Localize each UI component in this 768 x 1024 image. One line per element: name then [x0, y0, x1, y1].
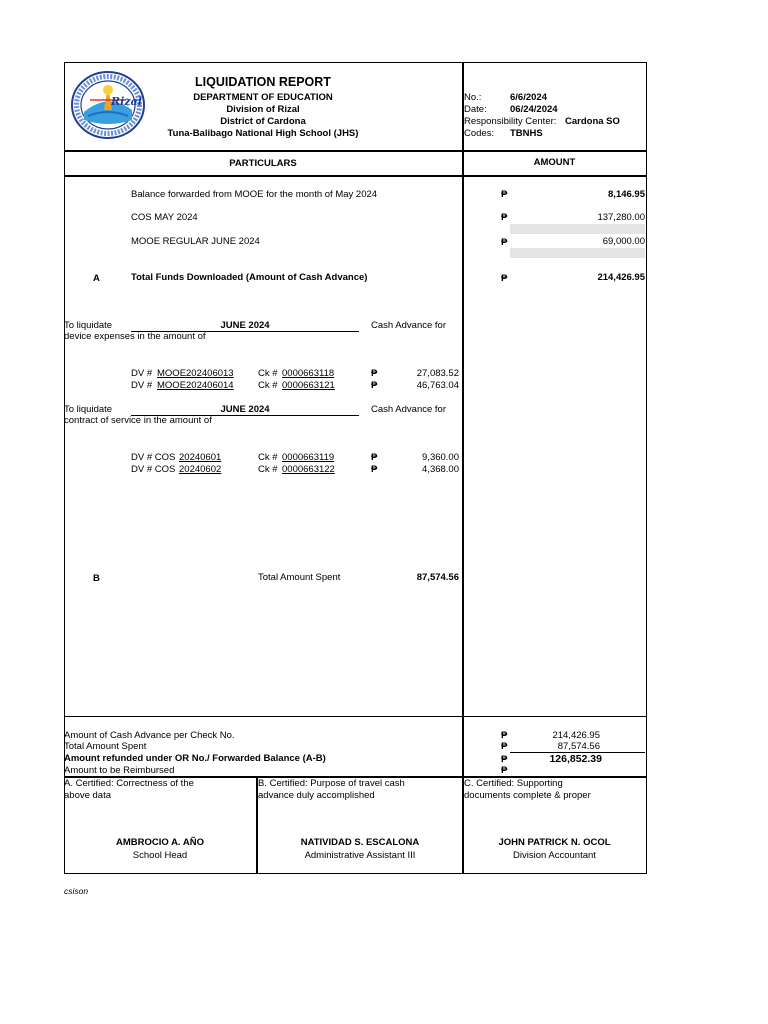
row-letter-a: A	[93, 273, 100, 284]
liquidate-period: JUNE 2024	[220, 404, 270, 415]
shaded-cell	[510, 224, 645, 234]
dv-amount: 27,083.52	[416, 368, 459, 379]
signatory-title: School Head	[132, 850, 188, 861]
dv-label: DV # COS	[131, 452, 176, 463]
peso-sign: ₱	[501, 189, 508, 200]
certification-c-line2: documents complete & proper	[464, 790, 591, 801]
peso-sign: ₱	[371, 464, 378, 475]
dv-label: DV # COS	[131, 464, 176, 475]
dv-number: 20240602	[179, 464, 222, 475]
date-value: 06/24/2024	[510, 104, 558, 115]
fund-amount-balance: 8,146.95	[608, 189, 645, 200]
ck-label: Ck #	[258, 380, 278, 391]
header-bottom-rule	[64, 150, 647, 152]
liquidate-period: JUNE 2024	[220, 320, 270, 331]
ck-number: 0000663119	[282, 452, 335, 463]
certification-b-line2: advance duly accomplished	[258, 790, 375, 801]
summary-amount-refunded: 126,852.39	[549, 753, 602, 765]
responsibility-center-value: Cardona SO	[565, 116, 620, 127]
signatory-title: Administrative Assistant III	[304, 850, 416, 861]
dv-amount: 4,368.00	[422, 464, 459, 475]
peso-sign: ₱	[371, 380, 378, 391]
codes-value: TBNHS	[510, 128, 543, 139]
total-funds-amount: 214,426.95	[597, 272, 645, 283]
total-spent-label: Total Amount Spent	[258, 572, 341, 583]
peso-sign: ₱	[371, 452, 378, 463]
district-name: District of Cardona	[220, 116, 306, 127]
certification-a-line1: A. Certified: Correctness of the	[64, 778, 194, 789]
dv-amount: 9,360.00	[422, 452, 459, 463]
summary-amount-total-spent: 87,574.56	[557, 741, 600, 752]
colhead-bottom-rule	[64, 175, 647, 177]
dv-amount: 46,763.04	[416, 380, 459, 391]
row-letter-b: B	[93, 573, 100, 584]
signatory-name: JOHN PATRICK N. OCOL	[498, 837, 611, 848]
shaded-cell	[510, 248, 645, 258]
fund-label-balance: Balance forwarded from MOOE for the month of May 2024	[131, 189, 378, 200]
certification-b-line1: B. Certified: Purpose of travel cash	[258, 778, 405, 789]
peso-sign: ₱	[501, 754, 508, 765]
ck-label: Ck #	[258, 452, 278, 463]
liquidate-prefix: To liquidate	[64, 320, 113, 331]
peso-sign: ₱	[501, 212, 508, 223]
no-label: No.:	[464, 92, 482, 103]
preparer-initials: csison	[64, 886, 89, 896]
division-name: Division of Rizal	[226, 104, 300, 115]
responsibility-center-label: Responsibility Center:	[464, 116, 557, 127]
certification-c-line1: C. Certified: Supporting	[464, 778, 563, 789]
liquidate-suffix: Cash Advance for	[371, 404, 446, 415]
ck-label: Ck #	[258, 368, 278, 379]
certification-a-line2: above data	[64, 790, 112, 801]
peso-sign: ₱	[501, 730, 508, 741]
amount-column-header: AMOUNT	[533, 157, 576, 168]
particulars-column-header: PARTICULARS	[229, 158, 297, 169]
signatory-title: Division Accountant	[513, 850, 596, 861]
fund-amount-mooe: 69,000.00	[602, 236, 645, 247]
peso-sign: ₱	[501, 741, 508, 752]
no-value: 6/6/2024	[510, 92, 547, 103]
liquidate-description: contract of service in the amount of	[64, 415, 212, 426]
date-label: Date:	[464, 104, 487, 115]
school-name: Tuna-Balibago National High School (JHS)	[167, 128, 359, 139]
peso-sign: ₱	[501, 273, 508, 284]
column-divider	[462, 62, 464, 874]
report-title: LIQUIDATION REPORT	[195, 75, 331, 89]
signatory-name: NATIVIDAD S. ESCALONA	[300, 837, 420, 848]
dv-label: DV #	[131, 368, 153, 379]
department-name: DEPARTMENT OF EDUCATION	[193, 92, 333, 103]
ck-number: 0000663122	[282, 464, 335, 475]
summary-amount-cash-advance: 214,426.95	[552, 730, 600, 741]
summary-label-cash-advance: Amount of Cash Advance per Check No.	[64, 730, 235, 741]
ck-number: 0000663121	[282, 380, 335, 391]
summary-label-total-spent: Total Amount Spent	[64, 741, 147, 752]
dv-label: DV #	[131, 380, 153, 391]
liquidate-suffix: Cash Advance for	[371, 320, 446, 331]
ck-label: Ck #	[258, 464, 278, 475]
total-spent-amount: 87,574.56	[416, 572, 459, 583]
total-funds-label: Total Funds Downloaded (Amount of Cash Advance)	[131, 272, 368, 283]
deped-seal-logo	[70, 70, 146, 140]
peso-sign: ₱	[371, 368, 378, 379]
liquidate-description: device expenses in the amount of	[64, 331, 206, 342]
signatory-name: AMBROCIO A. AÑO	[116, 837, 204, 848]
logo-script-text: Rizal	[111, 95, 142, 108]
fund-label-mooe: MOOE REGULAR JUNE 2024	[131, 236, 260, 247]
summary-label-reimbursed: Amount to be Reimbursed	[64, 765, 175, 776]
fund-amount-cos: 137,280.00	[597, 212, 645, 223]
peso-sign: ₱	[501, 237, 508, 248]
dv-number: MOOE202406014	[157, 380, 234, 391]
ck-number: 0000663118	[282, 368, 335, 379]
codes-label: Codes:	[464, 128, 495, 139]
dv-number: MOOE202406013	[157, 368, 234, 379]
liquidate-prefix: To liquidate	[64, 404, 113, 415]
summary-label-refunded: Amount refunded under OR No./ Forwarded Balance (A-B)	[64, 753, 326, 764]
summary-top-rule	[64, 716, 647, 717]
peso-sign: ₱	[501, 765, 508, 776]
dv-number: 20240601	[179, 452, 222, 463]
fund-label-cos: COS MAY 2024	[131, 212, 198, 223]
